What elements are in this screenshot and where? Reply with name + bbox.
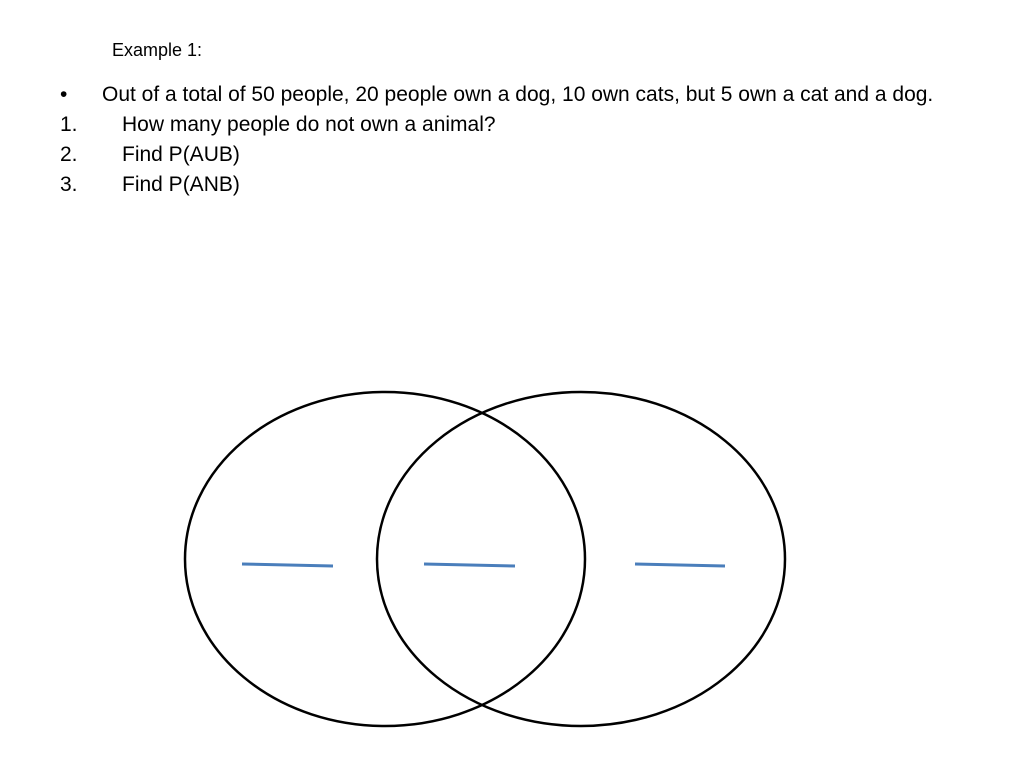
- question-text: Find P(ANB): [122, 173, 240, 196]
- question-text: How many people do not own a animal?: [122, 113, 496, 136]
- question-number: 1.: [60, 113, 78, 136]
- question-text: Find P(AUB): [122, 143, 240, 166]
- bullet-marker: •: [60, 83, 68, 106]
- question-number: 3.: [60, 173, 78, 196]
- venn-circle-b: [377, 392, 785, 726]
- problem-statement: Out of a total of 50 people, 20 people own a dog, 10 own cats, but 5 own a cat and a dog.: [102, 83, 934, 106]
- blank-line-a-only: [242, 564, 333, 566]
- venn-circle-a: [185, 392, 585, 726]
- slide-heading: Example 1:: [112, 40, 203, 60]
- blank-line-intersection: [424, 564, 515, 566]
- question-number: 2.: [60, 143, 78, 166]
- blank-line-b-only: [635, 564, 725, 566]
